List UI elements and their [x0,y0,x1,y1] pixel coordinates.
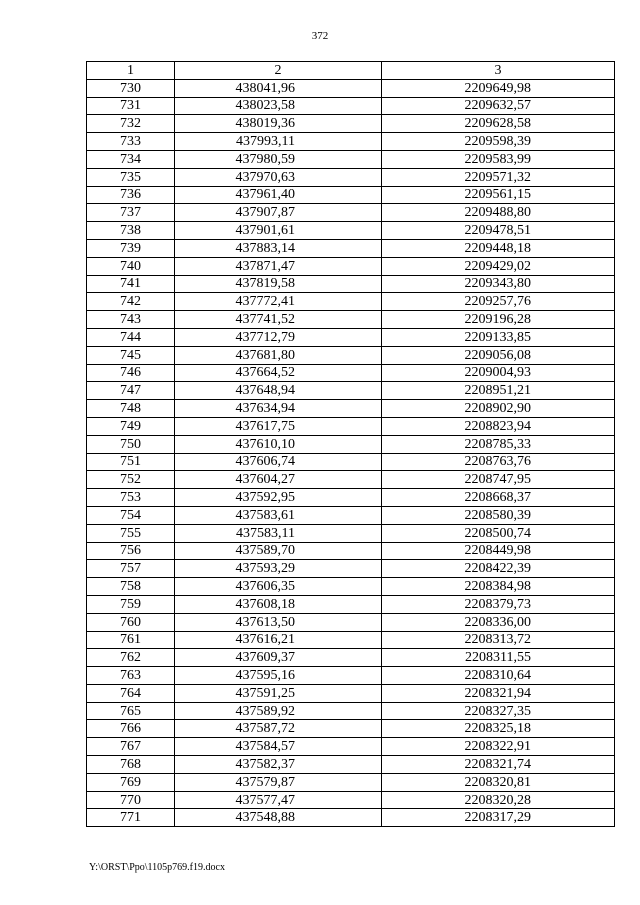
x-coordinate-cell: 437582,37 [175,756,382,774]
point-number-cell: 735 [87,168,175,186]
x-coordinate-cell: 438041,96 [175,79,382,97]
x-coordinate-cell: 437583,11 [175,524,382,542]
point-number-cell: 766 [87,720,175,738]
point-number-cell: 736 [87,186,175,204]
y-coordinate-cell: 2209257,76 [382,293,615,311]
table-row [87,453,615,471]
y-coordinate-cell: 2208327,35 [382,702,615,720]
coordinates-table-container [86,61,614,827]
point-number-cell: 761 [87,631,175,649]
point-number-cell: 739 [87,239,175,257]
table-row [87,773,615,791]
y-coordinate-cell: 2208311,55 [382,649,615,667]
column-header-2: 2 [175,62,382,80]
table-row [87,328,615,346]
point-number-cell: 744 [87,328,175,346]
x-coordinate-cell: 437617,75 [175,417,382,435]
table-row [87,115,615,133]
x-coordinate-cell: 437583,61 [175,506,382,524]
x-coordinate-cell: 437616,21 [175,631,382,649]
y-coordinate-cell: 2208384,98 [382,578,615,596]
point-number-cell: 730 [87,79,175,97]
x-coordinate-cell: 437681,80 [175,346,382,364]
x-coordinate-cell: 437584,57 [175,738,382,756]
column-header-3: 3 [382,62,615,80]
table-row [87,186,615,204]
y-coordinate-cell: 2209478,51 [382,222,615,240]
x-coordinate-cell: 437961,40 [175,186,382,204]
point-number-cell: 731 [87,97,175,115]
x-coordinate-cell: 437608,18 [175,595,382,613]
y-coordinate-cell: 2208320,28 [382,791,615,809]
y-coordinate-cell: 2208320,81 [382,773,615,791]
table-row [87,471,615,489]
x-coordinate-cell: 437609,37 [175,649,382,667]
point-number-cell: 763 [87,667,175,685]
y-coordinate-cell: 2209598,39 [382,133,615,151]
x-coordinate-cell: 437604,27 [175,471,382,489]
x-coordinate-cell: 437634,94 [175,400,382,418]
table-row [87,702,615,720]
table-row [87,756,615,774]
y-coordinate-cell: 2209561,15 [382,186,615,204]
coordinates-table [86,61,615,827]
y-coordinate-cell: 2208500,74 [382,524,615,542]
y-coordinate-cell: 2208321,74 [382,756,615,774]
x-coordinate-cell: 438023,58 [175,97,382,115]
x-coordinate-cell: 437577,47 [175,791,382,809]
table-row [87,791,615,809]
y-coordinate-cell: 2208747,95 [382,471,615,489]
table-row [87,417,615,435]
x-coordinate-cell: 437970,63 [175,168,382,186]
table-row [87,400,615,418]
point-number-cell: 734 [87,150,175,168]
x-coordinate-cell: 437589,92 [175,702,382,720]
y-coordinate-cell: 2208951,21 [382,382,615,400]
table-row [87,506,615,524]
table-row [87,239,615,257]
table-row [87,684,615,702]
point-number-cell: 758 [87,578,175,596]
point-number-cell: 733 [87,133,175,151]
x-coordinate-cell: 437595,16 [175,667,382,685]
y-coordinate-cell: 2208763,76 [382,453,615,471]
table-row [87,524,615,542]
table-row [87,222,615,240]
y-coordinate-cell: 2209649,98 [382,79,615,97]
y-coordinate-cell: 2209004,93 [382,364,615,382]
table-row [87,738,615,756]
point-number-cell: 750 [87,435,175,453]
point-number-cell: 746 [87,364,175,382]
x-coordinate-cell: 437980,59 [175,150,382,168]
table-row [87,631,615,649]
point-number-cell: 762 [87,649,175,667]
y-coordinate-cell: 2208321,94 [382,684,615,702]
point-number-cell: 759 [87,595,175,613]
page-number: 372 [311,30,329,42]
y-coordinate-cell: 2208422,39 [382,560,615,578]
point-number-cell: 771 [87,809,175,827]
y-coordinate-cell: 2208336,00 [382,613,615,631]
table-header [87,62,615,80]
table-row [87,489,615,507]
y-coordinate-cell: 2209571,32 [382,168,615,186]
point-number-cell: 743 [87,311,175,329]
table-row [87,168,615,186]
y-coordinate-cell: 2208325,18 [382,720,615,738]
y-coordinate-cell: 2209056,08 [382,346,615,364]
table-row [87,150,615,168]
table-row [87,97,615,115]
y-coordinate-cell: 2208902,90 [382,400,615,418]
table-row [87,578,615,596]
x-coordinate-cell: 437648,94 [175,382,382,400]
x-coordinate-cell: 438019,36 [175,115,382,133]
x-coordinate-cell: 437606,74 [175,453,382,471]
table-row [87,809,615,827]
point-number-cell: 745 [87,346,175,364]
point-number-cell: 768 [87,756,175,774]
point-number-cell: 757 [87,560,175,578]
table-row [87,560,615,578]
table-row [87,133,615,151]
point-number-cell: 765 [87,702,175,720]
point-number-cell: 748 [87,400,175,418]
point-number-cell: 764 [87,684,175,702]
y-coordinate-cell: 2209448,18 [382,239,615,257]
table-row [87,542,615,560]
x-coordinate-cell: 437883,14 [175,239,382,257]
point-number-cell: 738 [87,222,175,240]
y-coordinate-cell: 2209628,58 [382,115,615,133]
table-body [87,79,615,826]
point-number-cell: 742 [87,293,175,311]
table-row [87,720,615,738]
x-coordinate-cell: 437901,61 [175,222,382,240]
table-row [87,275,615,293]
y-coordinate-cell: 2209343,80 [382,275,615,293]
y-coordinate-cell: 2208785,33 [382,435,615,453]
x-coordinate-cell: 437819,58 [175,275,382,293]
y-coordinate-cell: 2208449,98 [382,542,615,560]
x-coordinate-cell: 437741,52 [175,311,382,329]
y-coordinate-cell: 2208379,73 [382,595,615,613]
point-number-cell: 740 [87,257,175,275]
table-row [87,649,615,667]
y-coordinate-cell: 2208823,94 [382,417,615,435]
point-number-cell: 749 [87,417,175,435]
x-coordinate-cell: 437610,10 [175,435,382,453]
point-number-cell: 741 [87,275,175,293]
point-number-cell: 751 [87,453,175,471]
x-coordinate-cell: 437591,25 [175,684,382,702]
y-coordinate-cell: 2209196,28 [382,311,615,329]
x-coordinate-cell: 437579,87 [175,773,382,791]
x-coordinate-cell: 437592,95 [175,489,382,507]
table-row [87,613,615,631]
x-coordinate-cell: 437606,35 [175,578,382,596]
y-coordinate-cell: 2209133,85 [382,328,615,346]
table-row [87,311,615,329]
point-number-cell: 756 [87,542,175,560]
x-coordinate-cell: 437993,11 [175,133,382,151]
table-row [87,667,615,685]
y-coordinate-cell: 2208310,64 [382,667,615,685]
point-number-cell: 760 [87,613,175,631]
x-coordinate-cell: 437593,29 [175,560,382,578]
point-number-cell: 767 [87,738,175,756]
x-coordinate-cell: 437548,88 [175,809,382,827]
point-number-cell: 737 [87,204,175,222]
table-row [87,79,615,97]
x-coordinate-cell: 437712,79 [175,328,382,346]
table-row [87,435,615,453]
y-coordinate-cell: 2208313,72 [382,631,615,649]
x-coordinate-cell: 437664,52 [175,364,382,382]
x-coordinate-cell: 437613,50 [175,613,382,631]
y-coordinate-cell: 2208668,37 [382,489,615,507]
table-row [87,204,615,222]
point-number-cell: 747 [87,382,175,400]
table-header-row [87,62,615,80]
x-coordinate-cell: 437589,70 [175,542,382,560]
point-number-cell: 752 [87,471,175,489]
point-number-cell: 754 [87,506,175,524]
point-number-cell: 769 [87,773,175,791]
y-coordinate-cell: 2208322,91 [382,738,615,756]
y-coordinate-cell: 2208317,29 [382,809,615,827]
point-number-cell: 770 [87,791,175,809]
y-coordinate-cell: 2209632,57 [382,97,615,115]
y-coordinate-cell: 2208580,39 [382,506,615,524]
footer-file-path: Y:\ORST\Ppo\1105p769.f19.docx [89,862,225,873]
table-row [87,595,615,613]
table-row [87,346,615,364]
point-number-cell: 753 [87,489,175,507]
table-row [87,382,615,400]
table-row [87,364,615,382]
table-row [87,257,615,275]
y-coordinate-cell: 2209429,02 [382,257,615,275]
x-coordinate-cell: 437587,72 [175,720,382,738]
y-coordinate-cell: 2209488,80 [382,204,615,222]
column-header-1: 1 [87,62,175,80]
point-number-cell: 732 [87,115,175,133]
x-coordinate-cell: 437772,41 [175,293,382,311]
x-coordinate-cell: 437871,47 [175,257,382,275]
table-row [87,293,615,311]
x-coordinate-cell: 437907,87 [175,204,382,222]
y-coordinate-cell: 2209583,99 [382,150,615,168]
point-number-cell: 755 [87,524,175,542]
